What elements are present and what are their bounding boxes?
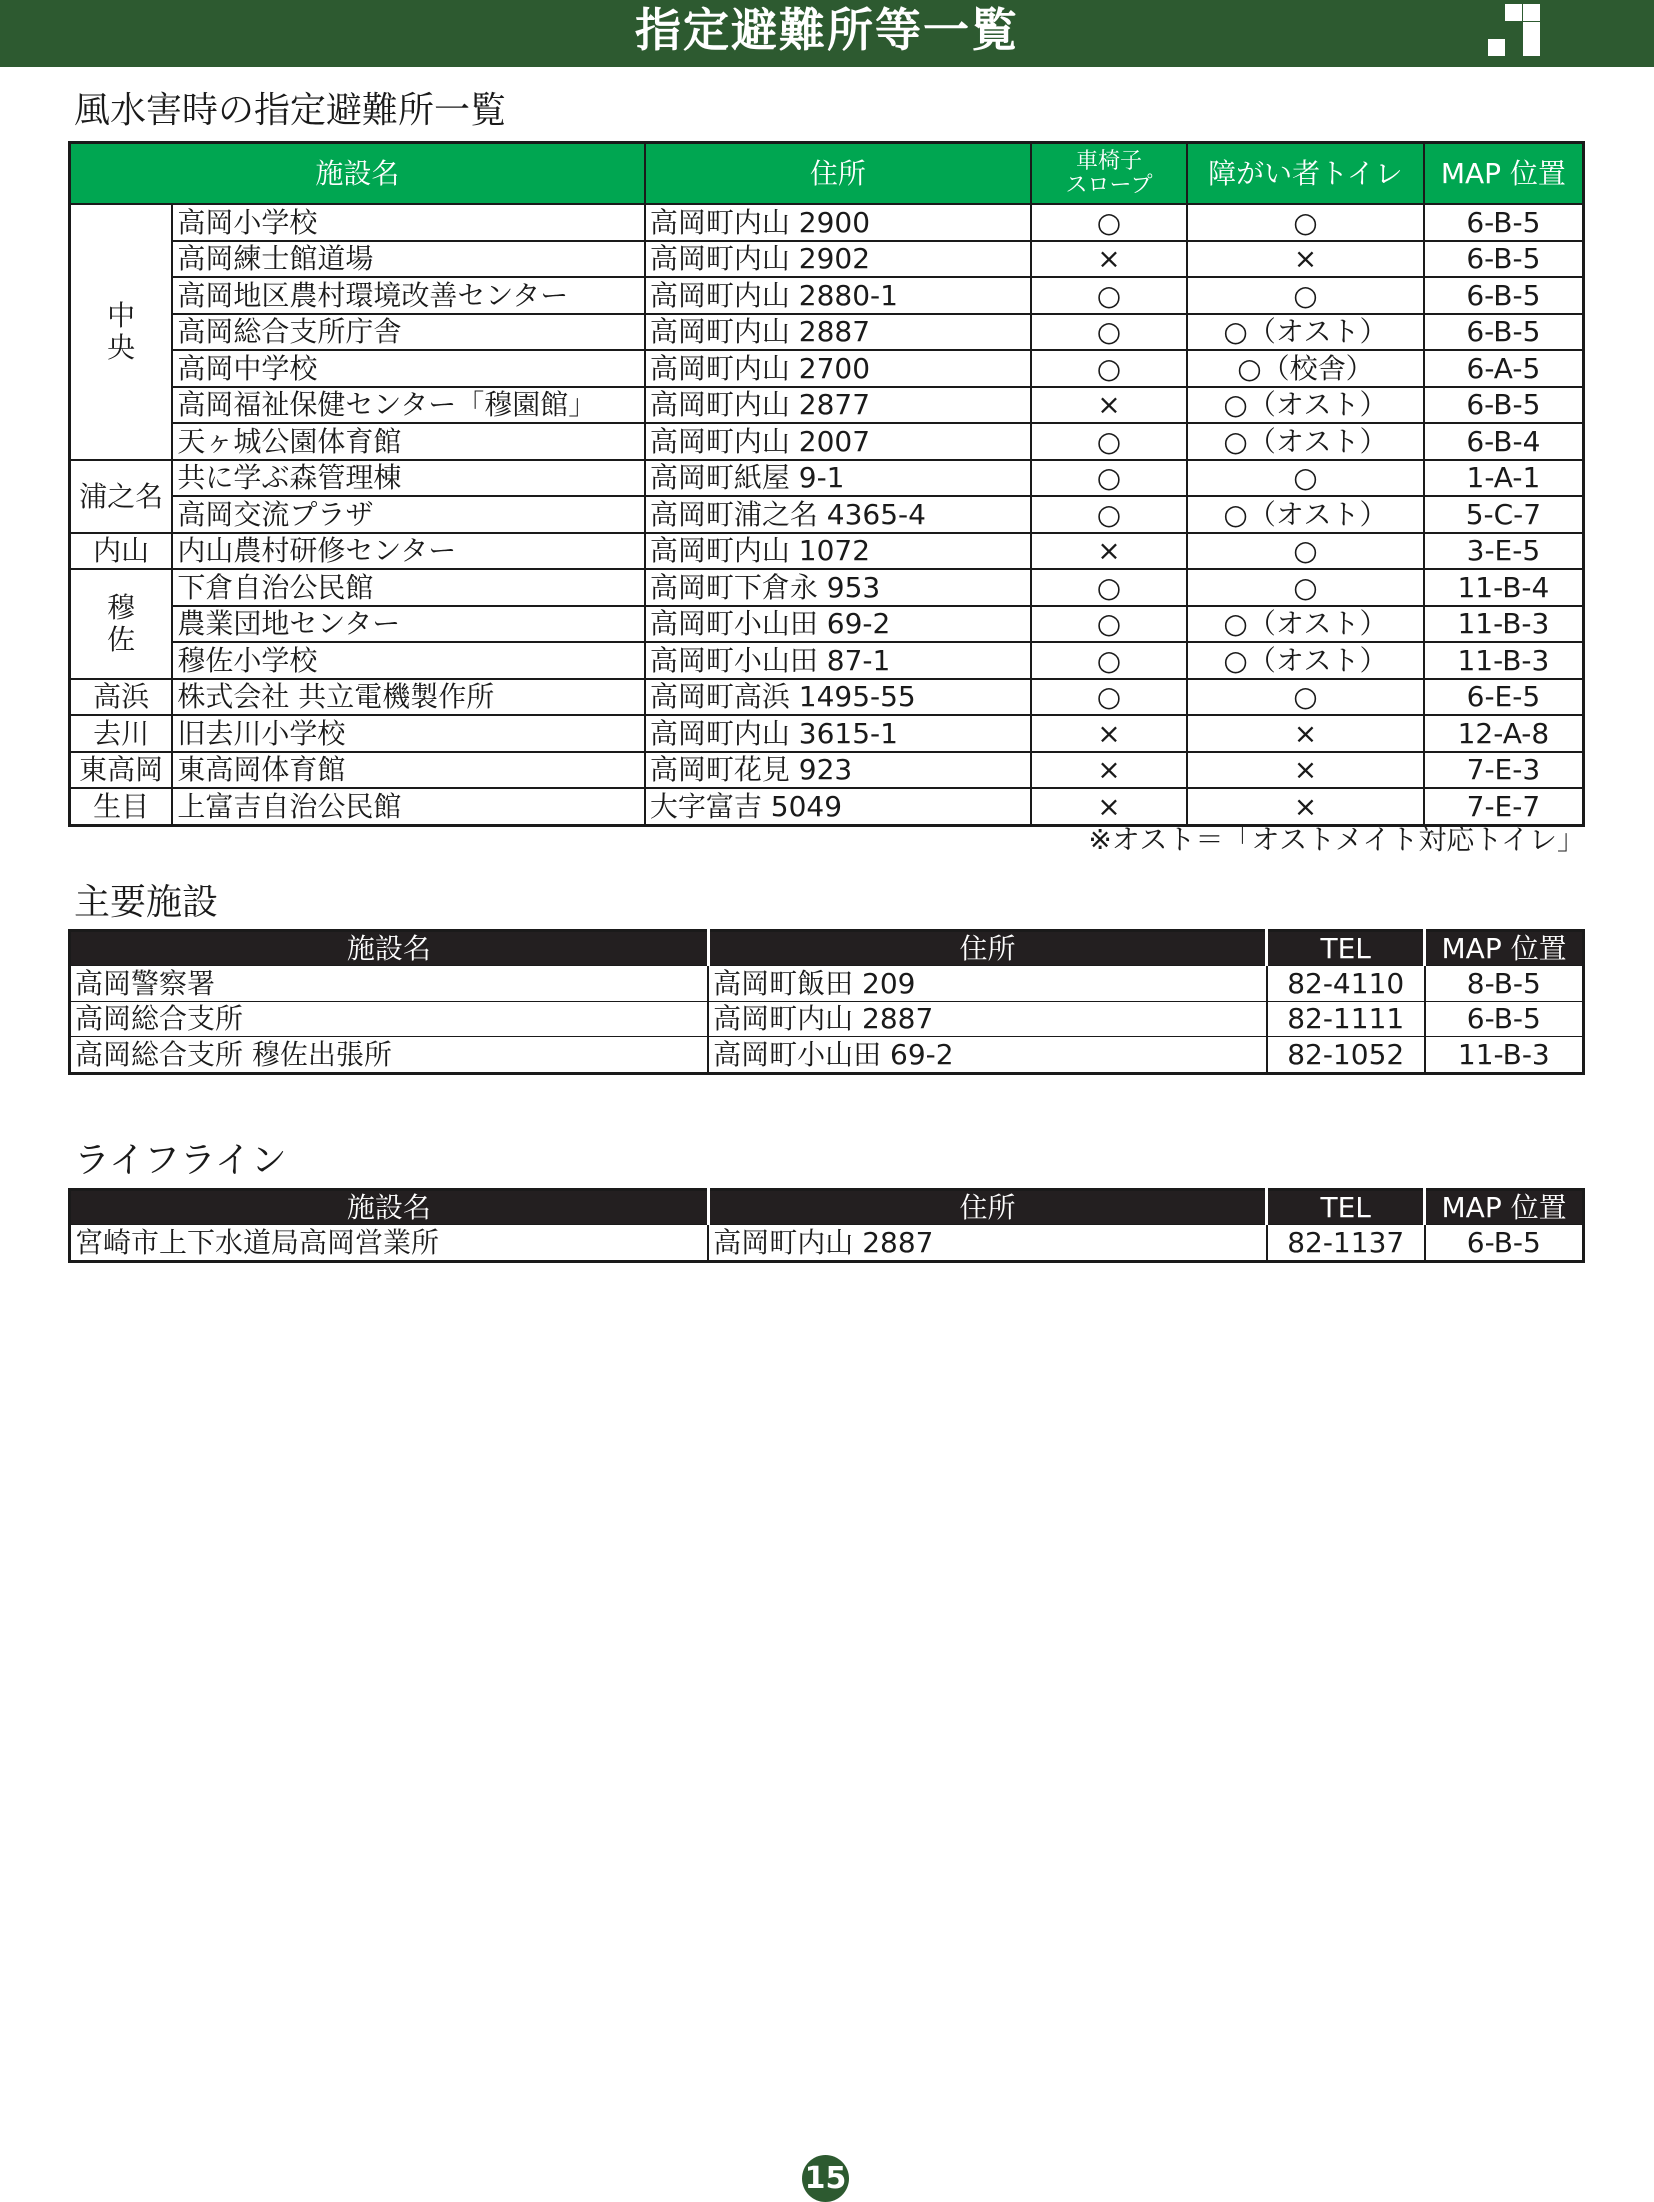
toilet-status: ○ xyxy=(1187,460,1424,497)
facility-name: 高岡地区農村環境改善センター xyxy=(172,277,645,314)
col-tel: TEL xyxy=(1267,931,1425,966)
facility-address: 高岡町内山 1072 xyxy=(645,533,1031,570)
facility-address: 高岡町飯田 209 xyxy=(708,966,1267,1002)
page-number: 15 xyxy=(802,2155,849,2202)
major-facilities-table xyxy=(68,929,1585,1075)
wheelchair-status: ○ xyxy=(1031,606,1187,643)
wheelchair-status: × xyxy=(1031,788,1187,825)
facility-name: 高岡中学校 xyxy=(172,350,645,387)
table-row xyxy=(70,533,1584,570)
facility-name: 上富吉自治公民館 xyxy=(172,788,645,825)
map-position: 11-B-4 xyxy=(1424,569,1584,606)
map-position: 12-A-8 xyxy=(1424,715,1584,752)
shelter-section-title: 風水害時の指定避難所一覧 xyxy=(74,90,507,131)
map-position: 6-B-5 xyxy=(1425,1225,1584,1262)
toilet-status: ○ xyxy=(1187,569,1424,606)
col-address: 住所 xyxy=(708,931,1267,966)
facility-name: 高岡総合支所 xyxy=(70,1001,709,1037)
toilet-status: ○（オスト） xyxy=(1187,423,1424,460)
wheelchair-status: × xyxy=(1031,533,1187,570)
facility-address: 高岡町小山田 69-2 xyxy=(645,606,1031,643)
facility-address: 高岡町小山田 87-1 xyxy=(645,642,1031,679)
facility-name: 内山農村研修センター xyxy=(172,533,645,570)
facility-address: 高岡町内山 2877 xyxy=(645,387,1031,424)
table-row xyxy=(70,715,1584,752)
facility-name: 天ヶ城公園体育館 xyxy=(172,423,645,460)
facility-address: 高岡町内山 2007 xyxy=(645,423,1031,460)
map-position: 3-E-5 xyxy=(1424,533,1584,570)
phone-number: 82-1137 xyxy=(1267,1225,1425,1262)
ostomate-note: ※オスト＝「オストメイト対応トイレ」 xyxy=(1088,823,1585,856)
col-tel: TEL xyxy=(1267,1190,1425,1225)
wheelchair-status: ○ xyxy=(1031,277,1187,314)
facility-address: 高岡町小山田 69-2 xyxy=(708,1037,1267,1074)
col-map: MAP 位置 xyxy=(1425,931,1584,966)
toilet-status: ○ xyxy=(1187,204,1424,241)
facility-address: 高岡町内山 2887 xyxy=(708,1001,1267,1037)
facility-address: 高岡町内山 2887 xyxy=(645,314,1031,351)
facility-address: 高岡町内山 2887 xyxy=(708,1225,1267,1262)
wheelchair-status: ○ xyxy=(1031,314,1187,351)
facility-address: 高岡町内山 3615-1 xyxy=(645,715,1031,752)
facility-name: 旧去川小学校 xyxy=(172,715,645,752)
facility-address: 高岡町下倉永 953 xyxy=(645,569,1031,606)
toilet-status: × xyxy=(1187,715,1424,752)
map-position: 8-B-5 xyxy=(1425,966,1584,1002)
toilet-status: ○ xyxy=(1187,533,1424,570)
facility-address: 高岡町花見 923 xyxy=(645,752,1031,789)
facility-address: 大字富吉 5049 xyxy=(645,788,1031,825)
col-name: 施設名 xyxy=(70,931,709,966)
col-name: 施設名 xyxy=(70,143,645,205)
facility-name: 高岡練士館道場 xyxy=(172,241,645,278)
facility-address: 高岡町高浜 1495-55 xyxy=(645,679,1031,716)
toilet-status: × xyxy=(1187,752,1424,789)
lifeline-table xyxy=(68,1188,1585,1263)
col-map: MAP 位置 xyxy=(1424,143,1584,205)
area-cell: 中 央 xyxy=(70,204,173,460)
page-header xyxy=(0,0,1654,67)
table-row xyxy=(70,350,1584,387)
table-row xyxy=(70,460,1584,497)
area-cell: 穆 佐 xyxy=(70,569,173,679)
table-row xyxy=(70,642,1584,679)
area-cell: 生目 xyxy=(70,788,173,825)
toilet-status: ○（オスト） xyxy=(1187,606,1424,643)
facility-name: 高岡総合支所 穆佐出張所 xyxy=(70,1037,709,1074)
map-position: 11-B-3 xyxy=(1424,606,1584,643)
facility-name: 宮崎市上下水道局高岡営業所 xyxy=(70,1225,709,1262)
phone-number: 82-1052 xyxy=(1267,1037,1425,1074)
wheelchair-status: ○ xyxy=(1031,460,1187,497)
table-row xyxy=(70,314,1584,351)
toilet-status: ○ xyxy=(1187,277,1424,314)
facility-name: 株式会社 共立電機製作所 xyxy=(172,679,645,716)
shelter-table-header xyxy=(70,143,1584,205)
map-position: 7-E-3 xyxy=(1424,752,1584,789)
wheelchair-status: ○ xyxy=(1031,679,1187,716)
facility-name: 穆佐小学校 xyxy=(172,642,645,679)
table-row xyxy=(70,752,1584,789)
table-row xyxy=(70,496,1584,533)
map-position: 7-E-7 xyxy=(1424,788,1584,825)
facility-name: 下倉自治公民館 xyxy=(172,569,645,606)
toilet-status: × xyxy=(1187,788,1424,825)
wheelchair-status: ○ xyxy=(1031,569,1187,606)
facility-name: 共に学ぶ森管理棟 xyxy=(172,460,645,497)
shelter-table xyxy=(68,141,1585,827)
table-row xyxy=(70,679,1584,716)
wheelchair-status: × xyxy=(1031,387,1187,424)
table-row xyxy=(70,569,1584,606)
map-position: 6-B-5 xyxy=(1424,241,1584,278)
wheelchair-status: ○ xyxy=(1031,496,1187,533)
map-position: 6-A-5 xyxy=(1424,350,1584,387)
facility-address: 高岡町内山 2880-1 xyxy=(645,277,1031,314)
col-address: 住所 xyxy=(645,143,1031,205)
facility-address: 高岡町内山 2902 xyxy=(645,241,1031,278)
wheelchair-status: × xyxy=(1031,752,1187,789)
map-position: 6-B-5 xyxy=(1424,204,1584,241)
wheelchair-status: ○ xyxy=(1031,350,1187,387)
facility-name: 東高岡体育館 xyxy=(172,752,645,789)
blocks-icon xyxy=(1488,4,1540,56)
table-row xyxy=(70,204,1584,241)
table-row xyxy=(70,606,1584,643)
map-position: 11-B-3 xyxy=(1424,642,1584,679)
facility-name: 高岡福祉保健センター「穆園館」 xyxy=(172,387,645,424)
area-cell: 浦之名 xyxy=(70,460,173,533)
table-row xyxy=(70,387,1584,424)
facility-address: 高岡町浦之名 4365-4 xyxy=(645,496,1031,533)
facility-address: 高岡町内山 2700 xyxy=(645,350,1031,387)
map-position: 6-E-5 xyxy=(1424,679,1584,716)
phone-number: 82-1111 xyxy=(1267,1001,1425,1037)
col-wheelchair: 車椅子 スロープ xyxy=(1031,143,1187,205)
col-name: 施設名 xyxy=(70,1190,709,1225)
col-toilet: 障がい者トイレ xyxy=(1187,143,1424,205)
map-position: 6-B-5 xyxy=(1424,277,1584,314)
table-row xyxy=(70,966,1584,1002)
toilet-status: ○（オスト） xyxy=(1187,642,1424,679)
area-cell: 高浜 xyxy=(70,679,173,716)
facility-name: 高岡交流プラザ xyxy=(172,496,645,533)
col-map: MAP 位置 xyxy=(1425,1190,1584,1225)
area-cell: 東高岡 xyxy=(70,752,173,789)
map-position: 11-B-3 xyxy=(1425,1037,1584,1074)
area-cell: 去川 xyxy=(70,715,173,752)
facility-address: 高岡町内山 2900 xyxy=(645,204,1031,241)
toilet-status: × xyxy=(1187,241,1424,278)
table-row xyxy=(70,277,1584,314)
table-row xyxy=(70,423,1584,460)
lifeline-section-title: ライフライン xyxy=(74,1140,287,1181)
map-position: 6-B-5 xyxy=(1425,1001,1584,1037)
wheelchair-status: ○ xyxy=(1031,204,1187,241)
phone-number: 82-4110 xyxy=(1267,966,1425,1002)
table-row xyxy=(70,241,1584,278)
toilet-status: ○ xyxy=(1187,679,1424,716)
facility-name: 農業団地センター xyxy=(172,606,645,643)
facility-name: 高岡小学校 xyxy=(172,204,645,241)
major-section-title: 主要施設 xyxy=(74,882,219,923)
wheelchair-status: ○ xyxy=(1031,423,1187,460)
facility-address: 高岡町紙屋 9-1 xyxy=(645,460,1031,497)
page-title: 指定避難所等一覧 xyxy=(635,3,1019,57)
table-row xyxy=(70,1225,1584,1262)
toilet-status: ○（校舎） xyxy=(1187,350,1424,387)
toilet-status: ○（オスト） xyxy=(1187,387,1424,424)
table-row xyxy=(70,1001,1584,1037)
wheelchair-status: × xyxy=(1031,715,1187,752)
table-row xyxy=(70,1037,1584,1074)
toilet-status: ○（オスト） xyxy=(1187,496,1424,533)
col-address: 住所 xyxy=(708,1190,1267,1225)
map-position: 6-B-5 xyxy=(1424,314,1584,351)
wheelchair-status: ○ xyxy=(1031,642,1187,679)
map-position: 6-B-5 xyxy=(1424,387,1584,424)
wheelchair-status: × xyxy=(1031,241,1187,278)
toilet-status: ○（オスト） xyxy=(1187,314,1424,351)
map-position: 6-B-4 xyxy=(1424,423,1584,460)
map-position: 1-A-1 xyxy=(1424,460,1584,497)
facility-name: 高岡警察署 xyxy=(70,966,709,1002)
area-cell: 内山 xyxy=(70,533,173,570)
facility-name: 高岡総合支所庁舎 xyxy=(172,314,645,351)
map-position: 5-C-7 xyxy=(1424,496,1584,533)
